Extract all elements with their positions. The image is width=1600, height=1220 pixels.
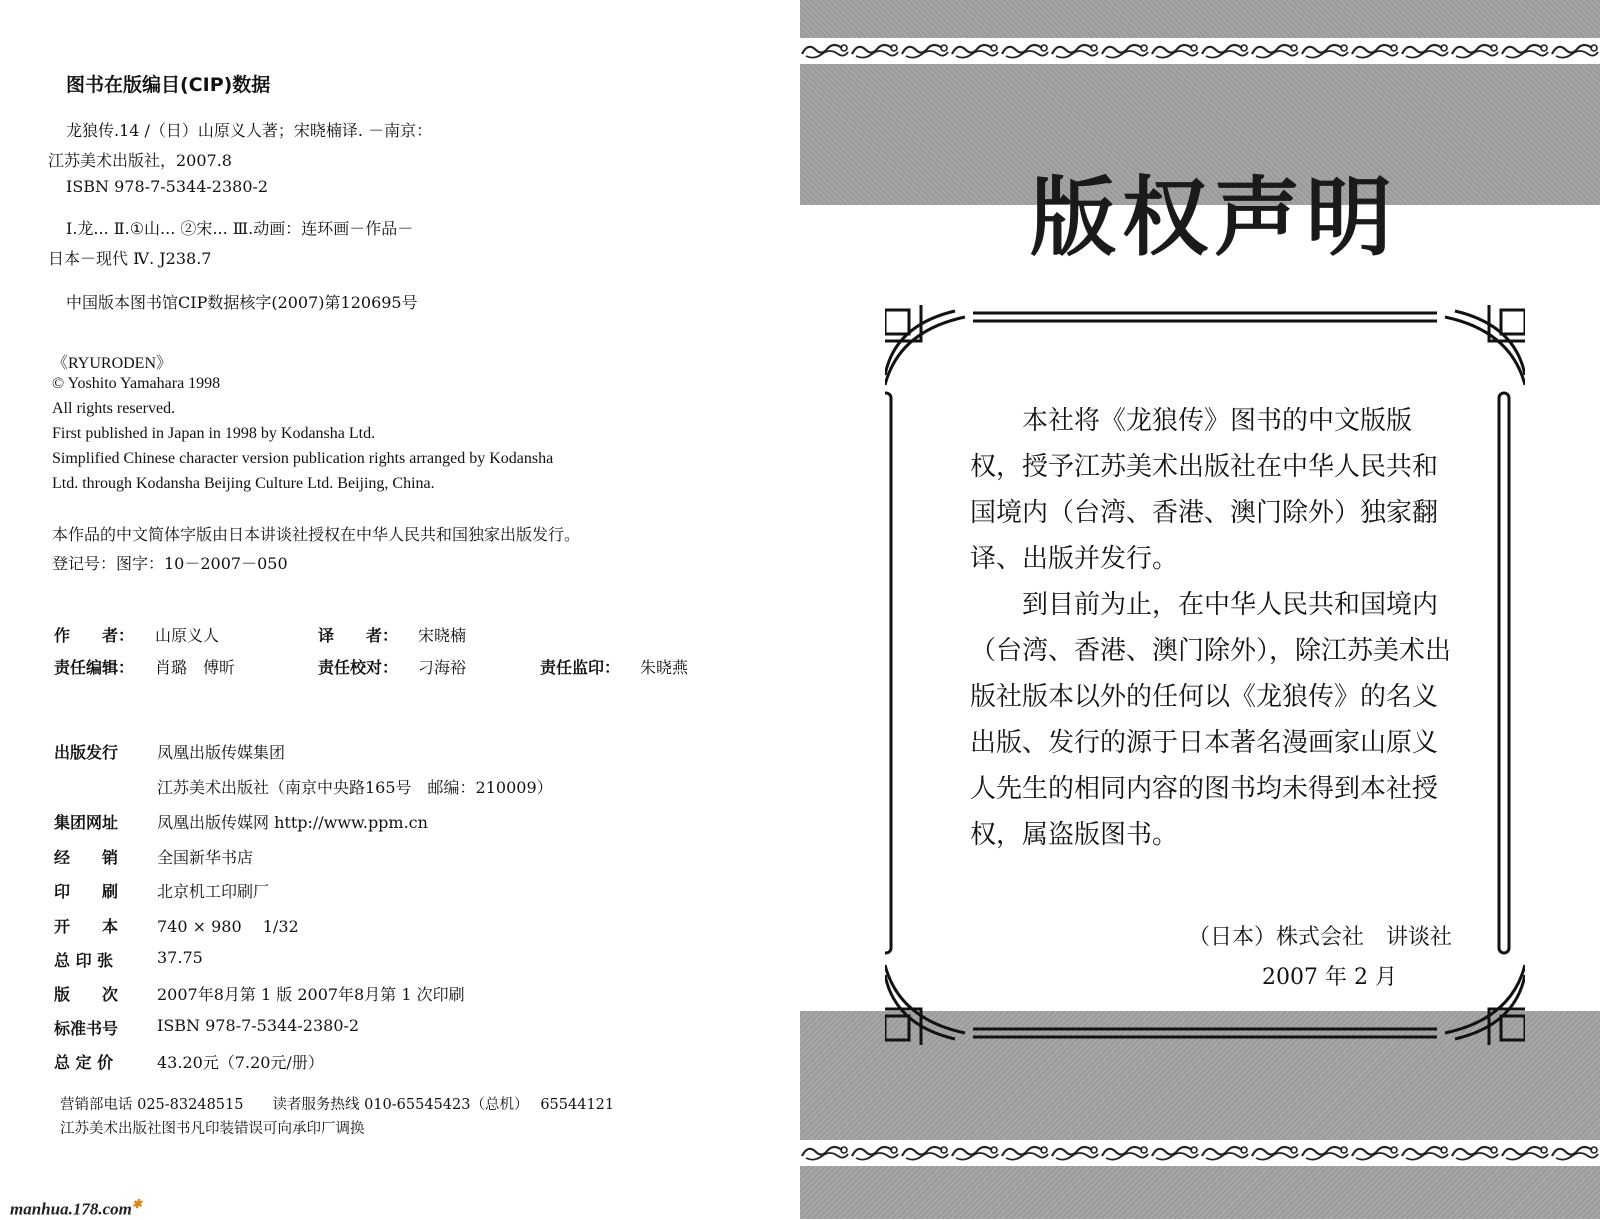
translator-label: 译 者：	[318, 626, 399, 645]
declaration-title: 版权声明	[1030, 168, 1398, 268]
author-value: 山原义人	[155, 626, 220, 645]
website-value: 凤凰出版传媒网 http://www.ppm.cn	[157, 813, 428, 832]
wave-border-top	[800, 38, 1600, 64]
price-label: 总 定 价	[54, 1053, 114, 1072]
wave-border-bottom	[800, 1140, 1600, 1166]
watermark	[10, 1197, 142, 1220]
hotline: 营销部电话 025-83248515 读者服务热线 010-65545423（总机） 65544121	[60, 1097, 615, 1113]
star-icon: ✱	[131, 1197, 142, 1211]
cip-line: Ⅰ.龙... Ⅱ.①山... ②宋... Ⅲ.动画：连环画－作品－	[66, 219, 414, 238]
cip-line: 江苏美术出版社，2007.8	[48, 151, 232, 170]
english-line: Ltd. through Kodansha Beijing Culture Ltd. Beijing, China.	[52, 475, 435, 492]
right-page-copyright-declaration	[800, 0, 1600, 1219]
publication-value: 凤凰出版传媒集团	[157, 743, 286, 762]
english-line: All rights reserved.	[52, 400, 176, 417]
format-value: 740 × 980 1/32	[157, 917, 299, 936]
proofreader-value: 刁海裕	[418, 658, 467, 677]
declaration-paragraph: 到目前为止，在中华人民共和国境内（台湾、香港、澳门除外），除江苏美术出版社版本以外的任何以《龙狼传》的名义出版、发行的源于日本著名漫画家山原义人先生的相同内容的图书均未得到本社授权，属盗版图书。	[970, 590, 1452, 850]
supervisor-value: 朱晓燕	[640, 658, 689, 677]
printer-label: 印 刷	[54, 882, 119, 901]
editor-value: 肖璐 傅昕	[155, 658, 236, 677]
watermark-text: manhua.178.com	[10, 1199, 132, 1219]
registration-number: 登记号：图字：10－2007－050	[52, 554, 288, 573]
author-label: 作 者：	[54, 626, 135, 645]
declaration-date: 2007 年 2 月	[1262, 965, 1397, 990]
proofreader-label: 责任校对：	[318, 658, 399, 677]
cip-verification-number: 中国版本图书馆CIP数据核字(2007)第120695号	[66, 293, 418, 312]
sheets-value: 37.75	[157, 948, 203, 967]
english-line: Simplified Chinese character version publication rights arranged by Kodansha	[52, 450, 554, 467]
english-line: © Yoshito Yamahara 1998	[52, 375, 221, 392]
authorization-statement: 本作品的中文简体字版由日本讲谈社授权在中华人民共和国独家出版发行。	[52, 525, 581, 544]
edition-label: 版 次	[54, 985, 119, 1004]
cip-line: 日本－现代 Ⅳ. J238.7	[48, 249, 212, 268]
isbn-value: ISBN 978-7-5344-2380-2	[157, 1016, 360, 1035]
edition-value: 2007年8月第 1 版 2007年8月第 1 次印刷	[157, 985, 465, 1004]
publisher-signature: （日本）株式会社 讲谈社	[1188, 925, 1453, 950]
distributor-value: 全国新华书店	[157, 848, 254, 867]
declaration-paragraph: 本社将《龙狼传》图书的中文版版权，授予江苏美术出版社在中华人民共和国境内（台湾、香港、澳门除外）独家翻译、出版并发行。	[970, 406, 1439, 574]
supervisor-label: 责任监印：	[540, 658, 621, 677]
cip-title: 图书在版编目(CIP)数据	[66, 74, 271, 96]
english-line: First published in Japan in 1998 by Kodansha Ltd.	[52, 425, 376, 442]
sheets-label: 总 印 张	[54, 951, 114, 970]
translator-value: 宋晓楠	[418, 626, 467, 645]
cip-line: 龙狼传.14 /（日）山原义人著；宋晓楠译. －南京：	[66, 121, 433, 140]
isbn-label: 标准书号	[54, 1019, 119, 1038]
misprint-notice: 江苏美术出版社图书凡印装错误可向承印厂调换	[60, 1121, 365, 1137]
publisher-address: 江苏美术出版社（南京中央路165号 邮编：210009）	[157, 778, 553, 797]
publication-label: 出版发行	[54, 743, 119, 762]
editor-label: 责任编辑：	[54, 658, 135, 677]
declaration-body	[970, 398, 1460, 858]
format-label: 开 本	[54, 917, 119, 936]
distributor-label: 经 销	[54, 848, 119, 867]
website-label: 集团网址	[54, 813, 119, 832]
printer-value: 北京机工印刷厂	[157, 882, 270, 901]
price-value: 43.20元（7.20元/册）	[157, 1053, 324, 1072]
english-line: 《RYURODEN》	[52, 355, 173, 372]
cip-line: ISBN 978-7-5344-2380-2	[66, 177, 269, 196]
left-page-copyright-info	[0, 0, 790, 1219]
